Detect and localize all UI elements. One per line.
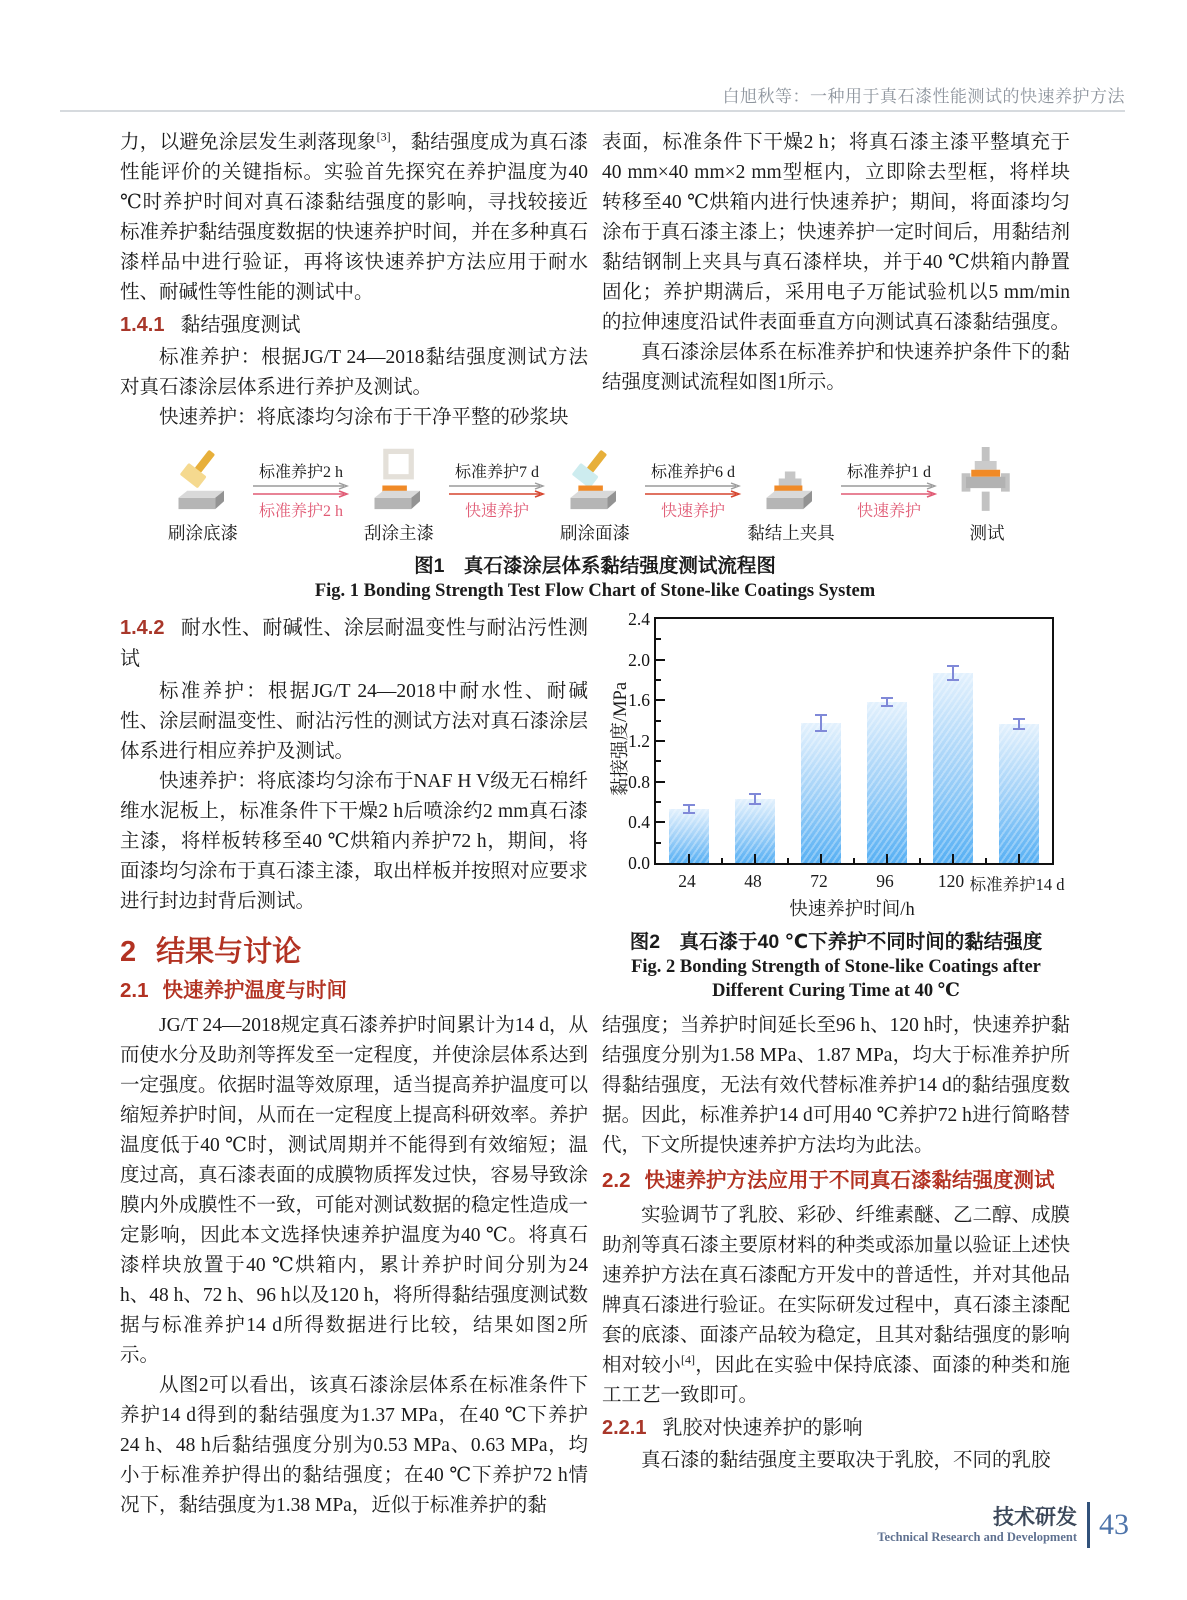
paragraph: 结强度；当养护时间延长至96 h、120 h时，快速养护黏结强度分别为1.58 MPa、1.87 MPa，均大于标准养护所得黏结强度，无法有效代替标准养护14 d的黏结强度数据。因此，标准养护14 d可用40 ℃养护72 h进行简略替代，下文所提快速养护方法均为此法。 — [602, 1015, 1071, 1156]
arrow-label-standard: 标准养护2 h — [258, 464, 343, 481]
bottom-columns — [120, 611, 1070, 1521]
section-heading-2-1: 2.1 快速养护温度与时间 — [120, 979, 347, 1002]
y-axis-title: 黏接强度/MPa — [611, 681, 631, 797]
arrow-label-standard: 标准养护1 d — [846, 464, 931, 481]
paragraph: 力，以避免涂层发生剥落现象[3]，黏结强度成为真石漆性能评价的关键指标。实验首先探究在养护温度为40 ℃时养护时间对真石漆黏结强度的影响，寻找较接近标准养护黏结强度数据的快速养护时间，并在多种真石漆样品中进行验证，再将该快速养护方法应用于耐水性、耐碱性等性能的测试中。 — [120, 129, 589, 303]
figure2-caption-cn: 图2 真石漆于40 ℃下养护不同时间的黏结强度 — [629, 931, 1043, 953]
flow-stage-label: 测试 — [969, 523, 1005, 543]
arrow-label-standard: 标准养护6 d — [650, 464, 735, 481]
page-content — [120, 128, 1070, 1521]
arrow-label-rapid: 快速养护 — [660, 503, 725, 520]
paragraph: 实验调节了乳胶、彩砂、纤维素醚、乙二醇、成膜助剂等真石漆主要原材料的种类或添加量以验证上述快速养护方法在真石漆配方开发中的普适性，并对其他品牌真石漆进行验证。在实际研发过程中，真石漆主漆配套的底漆、面漆产品较为稳定，且其对黏结强度的影响相对较小[4]，因此在实验中保持底漆、面漆的种类和施工工艺一致即可。 — [602, 1205, 1071, 1406]
figure2-caption-en: Fig. 2 Bonding Strength of Stone-like Coatings after — [631, 957, 1041, 977]
citation-ref-4: [4] — [680, 1352, 695, 1367]
bar-120 — [933, 673, 973, 863]
arrow-label-standard: 标准养护7 d — [454, 464, 539, 481]
flow-arrow-3 — [639, 459, 747, 521]
double-arrow-icon — [643, 482, 743, 498]
footer-divider — [1087, 1502, 1090, 1548]
double-arrow-icon — [839, 482, 939, 498]
paragraph: 真石漆涂层体系在标准养护和快速养护条件下的黏结强度测试流程如图1所示。 — [602, 342, 1071, 393]
flow-stage-label: 黏结上夹具 — [747, 523, 835, 543]
running-head: 白旭秋等：一种用于真石漆性能测试的快速养护方法 — [722, 87, 1125, 106]
flow-stage-fixture — [747, 447, 835, 545]
bar-96 — [867, 702, 907, 863]
figure2-caption-en2: Different Curing Time at 40 ℃ — [712, 981, 960, 1001]
arrow-label-rapid: 标准养护2 h — [258, 503, 343, 520]
flow-arrow-1 — [247, 459, 355, 521]
figure1-caption-en: Fig. 1 Bonding Strength Test Flow Chart of Stone-like Coatings System — [314, 581, 876, 601]
double-arrow-icon — [447, 482, 547, 498]
paragraph: 标准养护：根据JG/T 24—2018黏结强度测试方法对真石漆涂层体系进行养护及测试。 — [120, 347, 588, 398]
footer-label-cn: 技术研发 — [993, 1505, 1077, 1529]
primer-brush-icon — [168, 447, 238, 517]
bar-72 — [801, 723, 841, 863]
footer-label-en: Technical Research and Development — [877, 1529, 1077, 1544]
paragraph: 快速养护：将底漆均匀涂布于干净平整的砂浆块 — [159, 407, 569, 428]
flow-stage-label: 刮涂主漆 — [364, 523, 434, 543]
figure1 — [155, 447, 1035, 603]
figure1-flow — [155, 447, 1035, 545]
header-rule — [60, 110, 1125, 112]
section-heading-2-2: 2.2 快速养护方法应用于不同真石漆黏结强度测试 — [602, 1169, 1055, 1192]
paragraph: 真石漆的黏结强度主要取决于乳胶，不同的乳胶 — [641, 1450, 1051, 1471]
section-heading-2: 2 结果与讨论 — [120, 936, 302, 968]
topcoat-brush-icon — [560, 447, 630, 517]
flow-arrow-2 — [443, 459, 551, 521]
left-column-bottom — [120, 611, 588, 1521]
right-column-bottom — [602, 611, 1070, 1521]
flow-stage-label: 刷涂底漆 — [168, 523, 238, 543]
footer-section-label — [877, 1506, 1077, 1545]
flow-stage-label: 刷涂面漆 — [560, 523, 630, 543]
paragraph: 标准养护：根据JG/T 24—2018中耐水性、耐碱性、涂层耐温变性、耐沾污性的测试方法对真石漆涂层体系进行相应养护及测试。 — [120, 681, 589, 762]
paragraph: 快速养护：将底漆均匀涂布于NAF H V级无石棉纤维水泥板上，标准条件下干燥2 h后喷涂约2 mm真石漆主漆，将样板转移至40 ℃烘箱内养护72 h，期间，将面漆均匀涂布于真石漆主漆，取出样板并按照对应要求进行封边封背后测试。 — [120, 771, 589, 912]
right-column-top — [602, 128, 1070, 433]
scraper-frame-icon — [364, 447, 434, 517]
left-column-top — [120, 128, 588, 433]
paragraph: 从图2可以看出，该真石漆涂层体系在标准条件下养护14 d得到的黏结强度为1.37 MPa，在40 ℃下养护24 h、48 h后黏结强度分别为0.53 MPa、0.63 MPa，均小于标准养护得出的黏结强度；在40 ℃下养护72 h情况下，黏结强度为1.38 MPa，近似于标准养护的黏 — [120, 1375, 588, 1516]
figure2-plot: 0.0 0.4 0.8 1.2 1.6 2.0 2.4 — [654, 617, 1054, 865]
flow-stage-maincoat — [355, 447, 443, 545]
fixture-icon — [756, 447, 826, 517]
page-number: 43 — [1099, 1508, 1129, 1541]
figure2-chart: 0.0 0.4 0.8 1.2 1.6 2.0 2.4 黏接强度/MPa 快速养护时间/h 24 48 72 96 120 标准养护14 d — [602, 613, 1070, 921]
x-axis-title: 快速养护时间/h — [789, 900, 915, 920]
arrow-label-rapid: 快速养护 — [856, 503, 921, 520]
section-heading-2-2-1: 2.2.1 乳胶对快速养护的影响 — [602, 1417, 863, 1439]
figure1-caption-cn: 图1 真石漆涂层体系黏结强度测试流程图 — [414, 555, 776, 577]
arrow-label-rapid: 快速养护 — [464, 503, 529, 520]
flow-arrow-4 — [835, 459, 943, 521]
citation-ref-3: [3] — [376, 129, 391, 144]
page-footer — [877, 1502, 1129, 1548]
paragraph: 表面，标准条件下干燥2 h；将真石漆主漆平整填充于40 mm×40 mm×2 mm型框内，立即除去型框，将样块转移至40 ℃烘箱内进行快速养护；期间，将面漆均匀涂布于真石漆主漆上；快速养护一定时间后，用黏结剂黏结钢制上夹具与真石漆样块，并于40 ℃烘箱内静置固化；养护期满后，采用电子万能试验机以5 mm/min的拉伸速度沿试件表面垂直方向测试真石漆黏结强度。 — [602, 132, 1071, 333]
paragraph: JG/T 24—2018规定真石漆养护时间累计为14 d，从而使水分及助剂等挥发至一定程度，并使涂层体系达到一定强度。依据时温等效原理，适当提高养护温度可以缩短养护时间，从而在一定程度上提高科研效率。养护温度低于40 ℃时，测试周期并不能得到有效缩短；温度过高，真石漆表面的成膜物质挥发过快，容易导致涂膜内外成膜性不一致，可能对测试数据的稳定性造成一定影响，因此本文选择快速养护温度为40 ℃。将真石漆样块放置于40 ℃烘箱内，累计养护时间分别为24 h、48 h、72 h、96 h以及120 h，将所得黏结强度测试数据与标准养护14 d所得数据进行比较，结果如图2所示。 — [120, 1015, 589, 1366]
top-columns — [120, 128, 1070, 433]
figure2 — [602, 609, 1070, 1003]
double-arrow-icon — [251, 482, 351, 498]
section-heading-1-4-2: 1.4.2 耐水性、耐碱性、涂层耐温变性与耐沾污性测试 — [120, 617, 588, 670]
section-heading-1-4-1: 1.4.1 黏结强度测试 — [120, 314, 301, 336]
test-machine-icon — [952, 447, 1022, 517]
flow-stage-primer — [159, 447, 247, 545]
bar-标准养护14 d — [999, 724, 1039, 863]
flow-stage-test — [943, 447, 1031, 545]
flow-stage-topcoat — [551, 447, 639, 545]
